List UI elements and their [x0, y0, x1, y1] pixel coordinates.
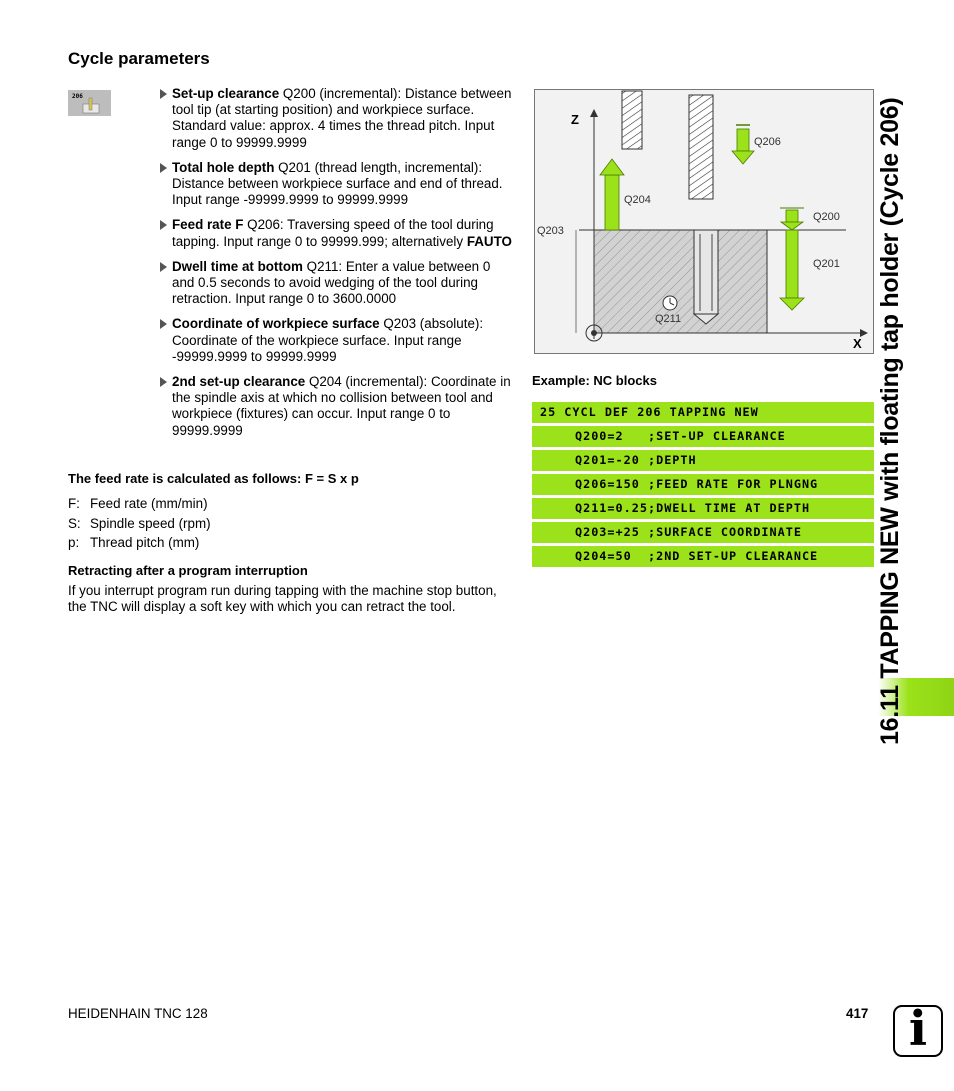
- parameter-item: [160, 160, 516, 209]
- formula-text: Thread pitch (mm): [90, 535, 200, 550]
- bullet-arrow-icon: [160, 319, 167, 329]
- example-heading: Example: NC blocks: [532, 373, 657, 388]
- parameter-item: [160, 316, 516, 365]
- clock-icon: [663, 296, 677, 310]
- bullet-arrow-icon: [160, 377, 167, 387]
- x-axis-label: X: [853, 336, 862, 351]
- feed-rate-heading: The feed rate is calculated as follows: F = S x p: [68, 471, 359, 486]
- parameter-description: Q201 (thread length, incremental): Distance between workpiece surface and end of thread. Input range -99999.9999 to 99999.9999: [172, 159, 503, 208]
- section-title: Cycle parameters: [68, 49, 210, 68]
- nc-block-comment: ;SURFACE COORDINATE: [648, 525, 802, 539]
- parameter-description: Q206: Traversing speed of the tool during tapping. Input range 0 to 99999.999; alternatively: [172, 217, 494, 249]
- q211-label: Q211: [655, 313, 682, 325]
- nc-block-comment: ;DEPTH: [648, 453, 697, 467]
- nc-block-comment: ;DWELL TIME AT DEPTH: [648, 501, 811, 515]
- parameter-item: [160, 217, 516, 249]
- nc-block-comment: ;FEED RATE FOR PLNGNG: [648, 477, 819, 491]
- nc-block-row: [532, 402, 874, 423]
- chapter-side-title: 16.11 TAPPING NEW with floating tap holder (Cycle 206): [876, 97, 904, 745]
- parameter-name: Total hole depth: [172, 159, 275, 175]
- parameter-list: [160, 86, 516, 448]
- nc-block-row: [532, 546, 874, 567]
- parameter-name: Feed rate F: [172, 217, 244, 233]
- formula-text: Feed rate (mm/min): [90, 496, 208, 511]
- cycle-icon-number: 206: [72, 93, 83, 100]
- tap-tool-start: [622, 91, 642, 149]
- formula-key: p:: [68, 535, 80, 550]
- info-icon: [893, 1001, 943, 1057]
- formula-item: [68, 516, 211, 531]
- formula-item: [68, 496, 208, 511]
- bullet-arrow-icon: [160, 220, 167, 230]
- parameter-keyword: FAUTO: [466, 233, 512, 249]
- cycle-206-icon: [68, 90, 111, 116]
- bullet-arrow-icon: [160, 262, 167, 272]
- page-number: 417: [846, 1006, 869, 1021]
- nc-block-row: [532, 474, 874, 495]
- parameter-name: Dwell time at bottom: [172, 258, 303, 274]
- parameter-name: Set-up clearance: [172, 86, 280, 101]
- parameter-item: [160, 86, 516, 151]
- nc-block-comment: ;2ND SET-UP CLEARANCE: [648, 549, 819, 563]
- parameter-description: Q200 (incremental): Distance between tool tip (at starting position) and workpiece surface. Standard value: approx. 4 times the thread pitch. Input range 0 to 99999.9999: [172, 86, 512, 150]
- parameter-item: [160, 259, 516, 308]
- nc-block-parameter: Q203=+25: [575, 525, 640, 539]
- tap-icon: [82, 96, 100, 114]
- tap-tool-mid: [689, 95, 713, 199]
- formula-key: F:: [68, 496, 80, 511]
- bullet-arrow-icon: [160, 163, 167, 173]
- nc-block-parameter: Q206=150: [575, 477, 640, 491]
- parameter-name: Coordinate of workpiece surface: [172, 316, 380, 332]
- q200-label: Q200: [813, 211, 840, 223]
- formula-item: [68, 535, 199, 550]
- retract-text: If you interrupt program run during tapping with the machine stop button, the TNC will display a soft key with which you can retract the tool.: [68, 583, 497, 615]
- nc-block-line: 25 CYCL DEF 206 TAPPING NEW: [540, 405, 759, 419]
- q204-label: Q204: [624, 194, 651, 206]
- tapped-hole: [694, 230, 718, 314]
- formula-text: Spindle speed (rpm): [90, 515, 211, 531]
- nc-block-row: [532, 450, 874, 471]
- q203-label: Q203: [537, 225, 564, 237]
- bullet-arrow-icon: [160, 89, 167, 99]
- nc-block-row: [532, 426, 874, 447]
- info-glyph: i: [908, 1001, 928, 1057]
- nc-block-parameter: Q211=0.25: [575, 501, 648, 515]
- retract-heading: Retracting after a program interruption: [68, 563, 308, 578]
- nc-block-row: [532, 522, 874, 543]
- parameter-description: Q203 (absolute): Coordinate of the workpiece surface. Input range -99999.9999 to 99999.9999: [172, 316, 484, 364]
- formula-key: S:: [68, 515, 81, 531]
- parameter-description: Q204 (incremental): Coordinate in the spindle axis at which no collision between tool and workpiece (fixtures) can occur. Input range 0 to 99999.9999: [172, 374, 511, 438]
- z-axis-label: Z: [571, 112, 579, 127]
- q201-label: Q201: [813, 258, 840, 270]
- q206-label: Q206: [754, 136, 781, 148]
- parameter-name: 2nd set-up clearance: [172, 374, 306, 390]
- nc-block-comment: ;SET-UP CLEARANCE: [648, 429, 786, 443]
- parameter-description: Q211: Enter a value between 0 and 0.5 seconds to avoid wedging of the tool during retraction. Input range 0 to 3600.0000: [172, 258, 491, 307]
- parameter-item: [160, 374, 516, 439]
- nc-block-parameter: Q200=2: [575, 429, 624, 443]
- nc-block-parameter: Q201=-20: [575, 453, 640, 467]
- tapping-diagram: [534, 89, 874, 354]
- footer-manual-name: HEIDENHAIN TNC 128: [68, 1006, 208, 1021]
- nc-block-row: [532, 498, 874, 519]
- nc-block-parameter: Q204=50: [575, 549, 632, 563]
